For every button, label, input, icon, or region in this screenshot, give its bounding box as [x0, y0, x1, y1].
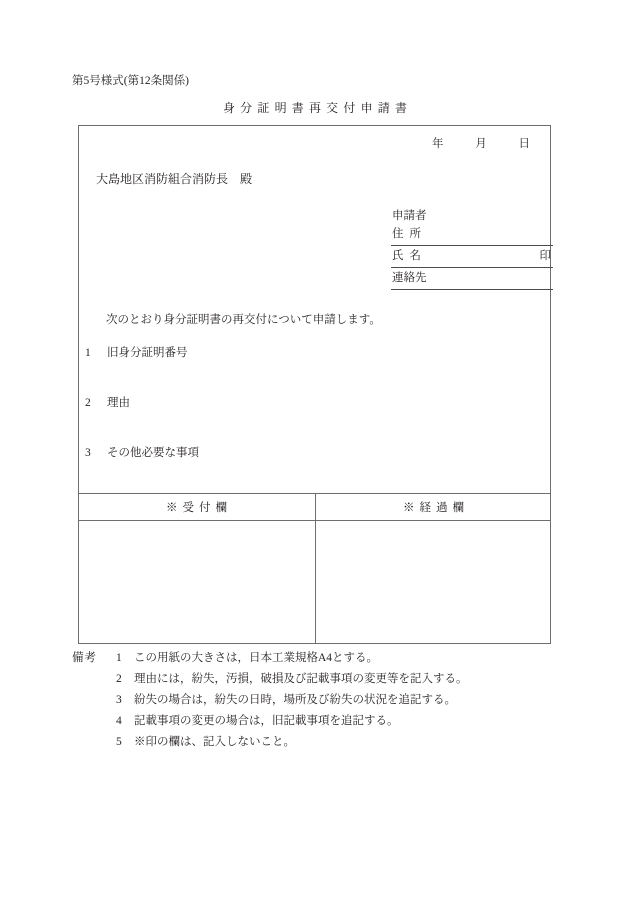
- remark-5-number: 5: [116, 736, 122, 748]
- remark-4-number: 4: [116, 715, 122, 727]
- form-item-3-number: 3: [85, 447, 91, 459]
- remark-2-text: 理由には，紛失，汚損，破損及び記載事項の変更等を記入する。: [134, 673, 468, 685]
- applicant-name-field[interactable]: [391, 246, 553, 268]
- remark-row: [72, 648, 562, 669]
- progress-column-cell[interactable]: [316, 521, 551, 644]
- form-item-3: [85, 445, 199, 461]
- office-use-table-header-row: [78, 494, 551, 521]
- applicant-contact-field[interactable]: [391, 268, 553, 290]
- progress-column-header-label: ※経過欄: [403, 502, 469, 514]
- remarks-label-spacer: [72, 732, 110, 753]
- date-year: 年: [432, 138, 444, 150]
- office-use-table: [78, 493, 551, 644]
- remarks-label-spacer: [72, 669, 110, 690]
- remarks-label: 備考: [72, 652, 97, 664]
- application-form-box: [78, 125, 551, 644]
- applicant-heading: 申請者: [392, 210, 427, 222]
- remark-1-number: 1: [116, 652, 122, 664]
- applicant-address-label: 住所: [392, 228, 427, 240]
- reception-column-cell[interactable]: [78, 521, 316, 644]
- office-use-table-body-row: [78, 521, 551, 644]
- applicant-contact-label: 連絡先: [392, 272, 427, 284]
- reception-column-header-label: ※受付欄: [166, 502, 232, 514]
- remarks-label-spacer: [72, 711, 110, 732]
- form-item-1-label: 旧身分証明番号: [107, 347, 188, 359]
- form-item-2: [85, 395, 130, 411]
- reception-column-header: [78, 494, 316, 520]
- form-item-3-label: その他必要な事項: [107, 447, 199, 459]
- remark-1-text: この用紙の大きさは，日本工業規格A4とする。: [134, 652, 379, 664]
- remark-3-number: 3: [116, 694, 122, 706]
- remarks-label-spacer: [72, 690, 110, 711]
- date-month: 月: [475, 138, 487, 150]
- remark-2-number: 2: [116, 673, 122, 685]
- remark-3-text: 紛失の場合は，紛失の日時，場所及び紛失の状況を追記する。: [134, 694, 456, 706]
- remark-row: [72, 711, 562, 732]
- document-title: 身分証明書再交付申請書: [222, 101, 413, 115]
- form-item-1-number: 1: [85, 347, 91, 359]
- application-statement: 次のとおり身分証明書の再交付について申請します。: [106, 314, 381, 326]
- seal-mark: 印: [539, 250, 551, 262]
- addressee: 大島地区消防組合消防長 殿: [96, 172, 253, 186]
- remark-5-text: ※印の欄は、記入しないこと。: [134, 736, 295, 748]
- applicant-name-label: 氏名: [392, 250, 427, 262]
- date-line: [432, 137, 530, 152]
- form-number: 第5号様式(第12条関係): [72, 75, 189, 87]
- date-day: 日: [518, 138, 530, 150]
- remark-row: [72, 690, 562, 711]
- progress-column-header: [316, 494, 551, 520]
- remark-row: [72, 732, 562, 753]
- remarks-section: [72, 648, 562, 753]
- applicant-block: [391, 208, 553, 290]
- applicant-address-field[interactable]: [391, 224, 553, 246]
- form-item-2-label: 理由: [107, 397, 130, 409]
- remark-4-text: 記載事項の変更の場合は，旧記載事項を追記する。: [134, 715, 399, 727]
- form-item-1: [85, 345, 188, 361]
- remark-row: [72, 669, 562, 690]
- form-item-2-number: 2: [85, 397, 91, 409]
